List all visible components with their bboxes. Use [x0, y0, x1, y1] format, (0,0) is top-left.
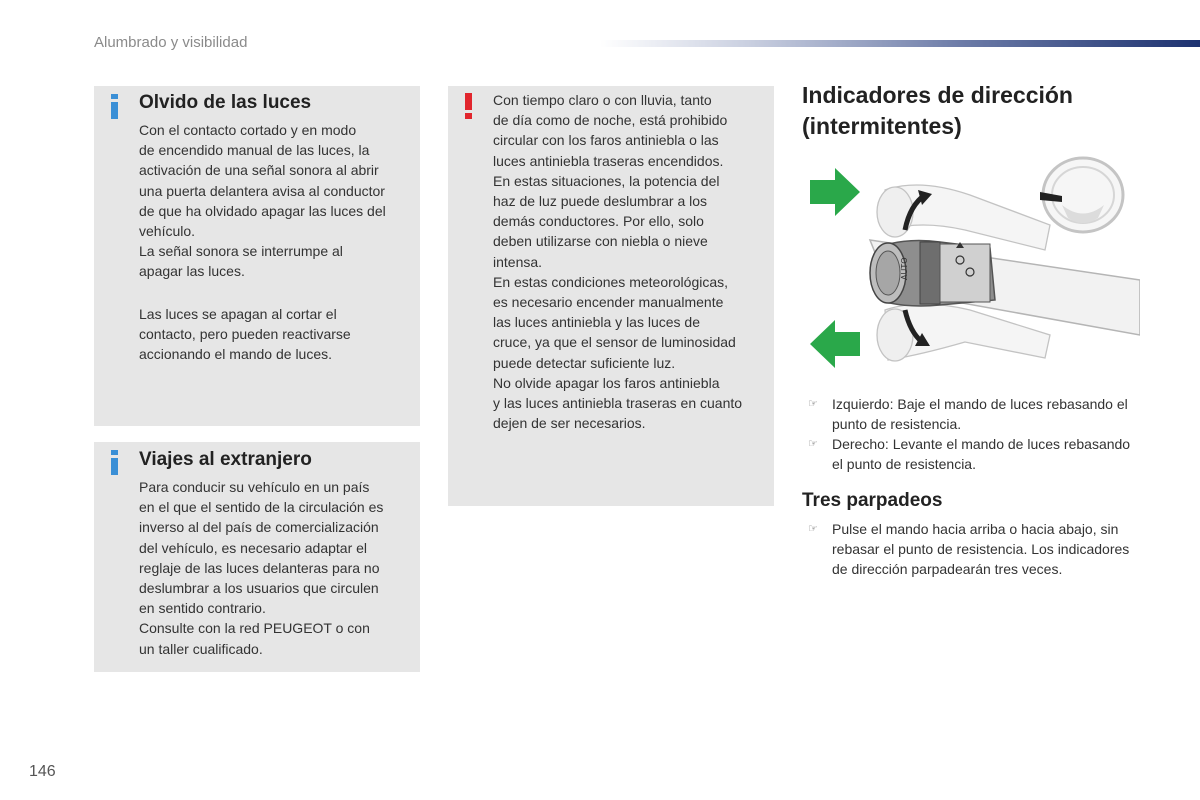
olvido-paragraph-2: Las luces se apagan al cortar el contacto, pero pueden reactivarse accionando el mando de luces.: [139, 306, 351, 363]
header-gradient-bar: [600, 40, 1200, 47]
viajes-title: Viajes al extranjero: [139, 449, 312, 470]
warning-paragraph: Con tiempo claro o con lluvia, tanto de día como de noche, está prohibido circular con los faros antiniebla o las luces antiniebla traseras encendidos. En estas situaciones, la potencia del haz de luz puede deslumbrar a los demás conductores. Por ello, solo deben utilizarse con niebla o nieve intensa. En estas condiciones meteorológicas, es necesario encender manualmente las luces antiniebla y las luces de cruce, ya que el sensor de luminosidad puede detectar suficiente luz. No olvide apagar los faros antiniebla y las luces antiniebla traseras en cuanto dejen de ser necesarios.: [493, 92, 743, 432]
bullet-derecho: [808, 434, 1138, 474]
warning-exclamation-icon: [465, 93, 472, 119]
info-icon: [111, 450, 118, 475]
olvido-title: Olvido de las luces: [139, 92, 312, 113]
section-header-title: Alumbrado y visibilidad: [94, 34, 248, 51]
bullet-derecho-text: Derecho: Levante el mando de luces rebasando el punto de resistencia.: [832, 436, 1131, 473]
pointing-hand-icon: ☞: [808, 398, 818, 410]
bullet-izquierdo-text: Izquierdo: Baje el mando de luces rebasando el punto de resistencia.: [832, 396, 1128, 433]
stalk-up-ghost: [877, 185, 1050, 250]
pointing-hand-icon: ☞: [808, 438, 818, 450]
viajes-paragraph: Para conducir su vehículo en un país en el que el sentido de la circulación es inverso al del país de comercialización del vehículo, es necesario adaptar el reglaje de las luces delanteras para no deslumbrar a los usuarios que circulen en sentido contrario. Consulte con la red PEUGEOT o con un taller cualificado.: [139, 479, 384, 657]
steering-wheel-icon: [1040, 158, 1123, 232]
indicadores-heading: Indicadores de dirección (intermitentes): [802, 82, 1073, 139]
turn-signal-stalk-illustration: [800, 150, 1140, 382]
page-number: 146: [29, 763, 56, 780]
olvido-paragraph-1: Con el contacto cortado y en modo de encendido manual de las luces, la activación de una señal sonora al abrir una puerta delantera avisa al conductor de que ha olvidado apagar las luces del vehículo. La señal sonora se interrumpe al apagar las luces.: [139, 122, 386, 280]
bullet-tres-parpadeos: [808, 519, 1138, 580]
stalk-main: [870, 241, 995, 306]
tres-parpadeos-heading: Tres parpadeos: [802, 490, 943, 511]
bullet-tres-text: Pulse el mando hacia arriba o hacia abajo, sin rebasar el punto de resistencia. Los indicadores de dirección parpadearán tres veces.: [832, 521, 1130, 578]
info-icon: [111, 94, 118, 119]
pointing-hand-icon: ☞: [808, 523, 818, 535]
auto-label: AUTO: [900, 257, 909, 280]
green-arrow-left-icon: [810, 320, 860, 368]
green-arrow-right-icon: [810, 168, 860, 216]
bullet-izquierdo: [808, 394, 1138, 434]
